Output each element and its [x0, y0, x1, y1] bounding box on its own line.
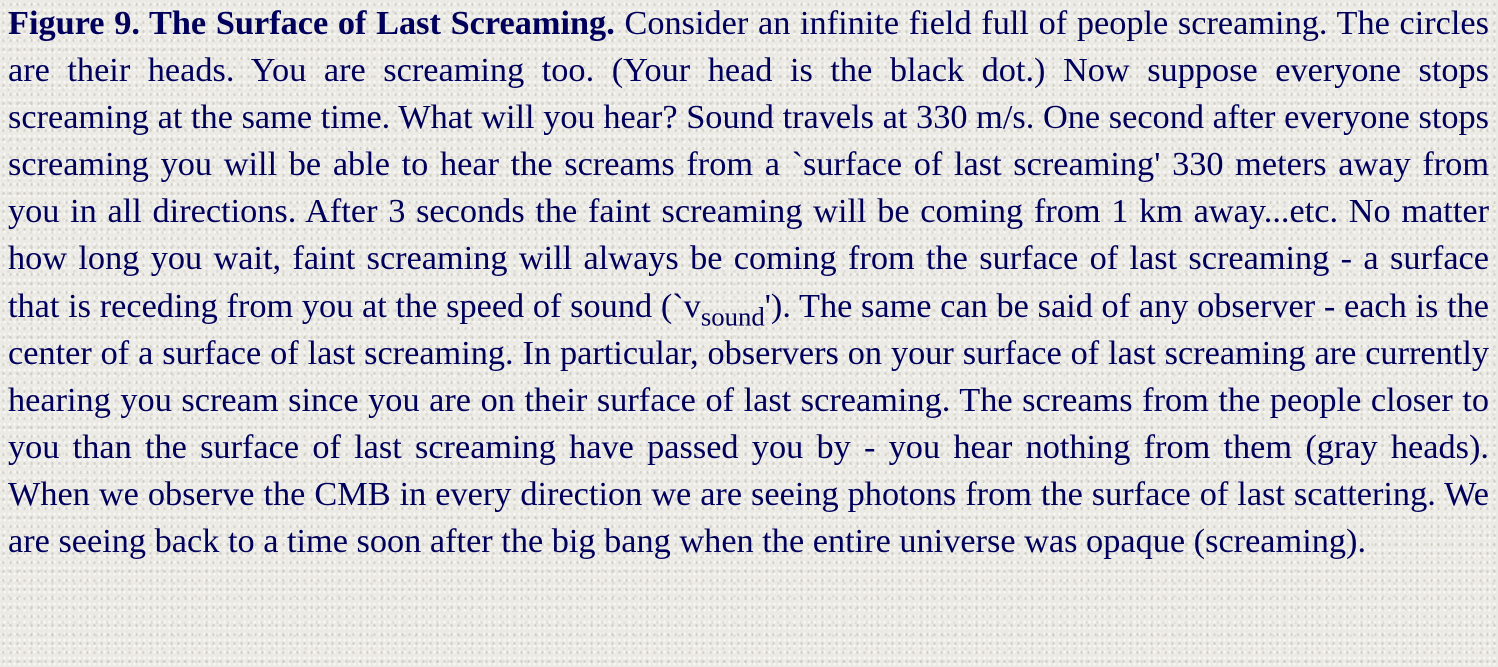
velocity-subscript: sound [700, 301, 765, 332]
figure-label: Figure 9. The Surface of Last Screaming. [8, 4, 615, 42]
caption-text-part1: Consider an infinite field full of people screaming. The circles are their heads. You are screaming too. (Your head is the black dot.) Now suppose everyone stops screaming at the same time. What will you hear? Sound travels at 330 m/s. One second after everyone stops screaming you will be able to hear the screams from a `surface of last screaming' 330 meters away from you in all directions. After 3 seconds the faint screaming will be coming from 1 km away...etc. No matter how long you wait, faint screaming will always be coming from the surface of last screaming - a surface that is receding from you at the speed of sound (`v [8, 4, 1489, 325]
caption-text-part2: '). The same can be said of any observer - each is the center of a surface of last screaming. In particular, observers on your surface of last screaming are currently hearing you scream since you are on their surface of last screaming. The screams from the people closer to you than the surface of last screaming have passed you by - you hear nothing from them (gray heads). When we observe the CMB in every direction we are seeing photons from the surface of last scattering. We are seeing back to a time soon after the big bang when the entire universe was opaque (screaming). [8, 286, 1489, 561]
figure-caption [8, 0, 1489, 565]
